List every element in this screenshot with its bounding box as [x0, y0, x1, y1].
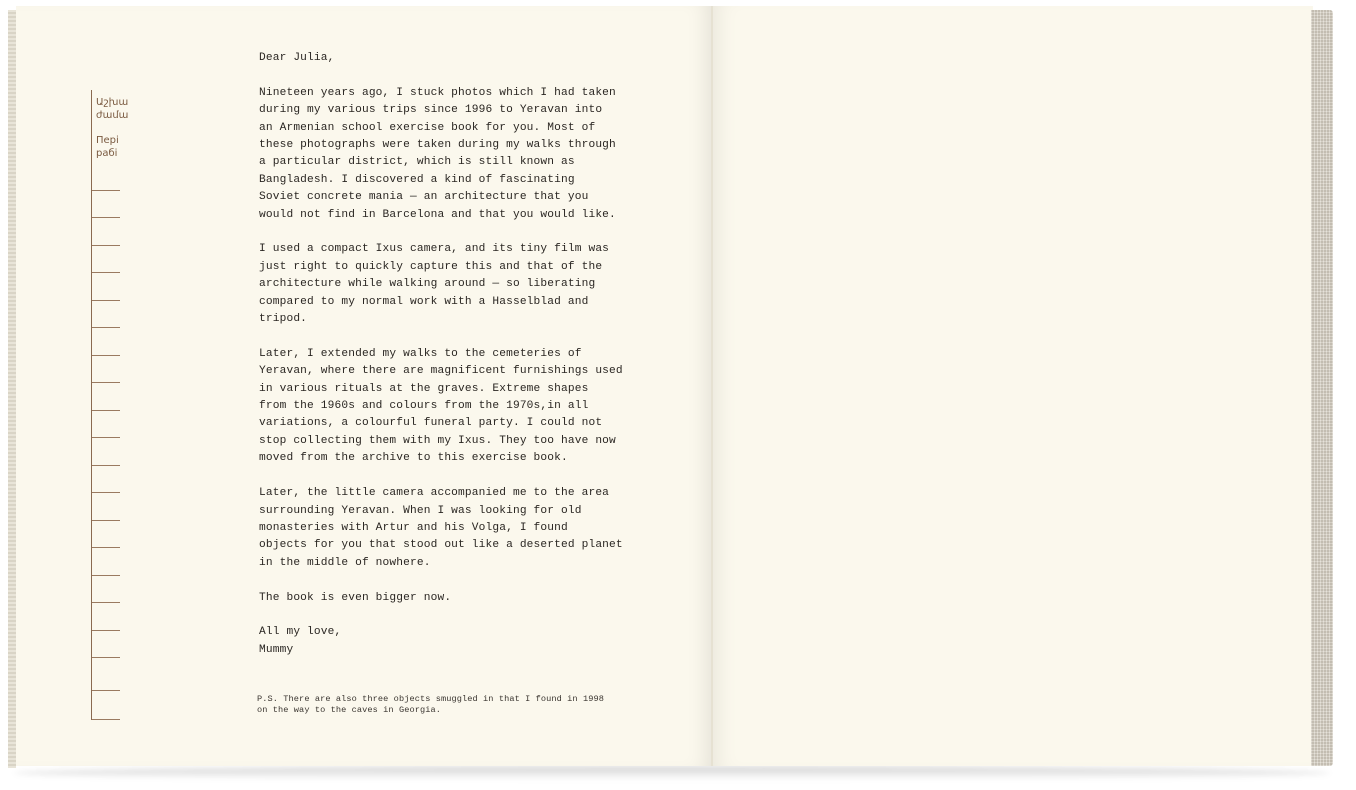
open-book — [8, 6, 1336, 770]
page-block-edge — [8, 10, 16, 768]
ruled-line — [92, 602, 120, 603]
ruled-line — [92, 272, 120, 273]
exercise-book-strip — [91, 90, 129, 720]
left-page — [16, 6, 712, 766]
letter-body — [259, 50, 649, 659]
ruled-line — [92, 217, 120, 218]
ruled-line — [92, 575, 120, 576]
strip-text-line: Աշխա — [96, 97, 129, 108]
ruled-line — [92, 657, 120, 658]
letter-paragraph: Nineteen years ago, I stuck photos which I had taken during my various trips since 1996 to Yeravan into an Armenian school exercise book for you. Most of these photographs were taken during my walks through a particular district, which is still known as Bangladesh. I discovered a kind of fascinating Soviet concrete mania — an architecture that you would not find in Barcelona and that you would like. — [259, 86, 616, 221]
strip-text-line: рабі — [96, 148, 118, 159]
ruled-line — [92, 719, 120, 720]
ruled-line — [92, 437, 120, 438]
ruled-line — [92, 190, 120, 191]
ruled-line — [92, 327, 120, 328]
strip-text-line: Пері — [96, 135, 119, 146]
letter-paragraph: The book is even bigger now. — [259, 591, 452, 604]
strip-text-line: ժամա — [96, 110, 129, 121]
letter-greeting: Dear Julia, — [259, 52, 335, 64]
ruled-line — [92, 300, 120, 301]
ruled-line — [92, 547, 120, 548]
letter-closing: All my love, Mummy — [259, 626, 342, 656]
letter-postscript: P.S. There are also three objects smuggled in that I found in 1998 on the way to the caves in Georgia. — [257, 694, 604, 715]
ruled-line — [92, 245, 120, 246]
ruled-line — [92, 355, 120, 356]
ruled-line — [92, 520, 120, 521]
letter-paragraph: Later, the little camera accompanied me to the area surrounding Yeravan. When I was looking for old monasteries with Artur and his Volga, I found objects for you that stood out like a deserted planet in the middle of nowhere. — [259, 487, 623, 569]
ruled-line — [92, 382, 120, 383]
right-page — [713, 6, 1313, 766]
ruled-line — [92, 410, 120, 411]
ruled-line — [92, 630, 120, 631]
ruled-line — [92, 492, 120, 493]
linen-cover-edge — [1311, 10, 1333, 766]
ruled-line — [92, 465, 120, 466]
ruled-line — [92, 690, 120, 691]
letter-paragraph: I used a compact Ixus camera, and its tiny film was just right to quickly capture this and that of the architecture while walking around — so liberating compared to my normal work with a Hasselblad and tripod. — [259, 243, 610, 326]
letter-paragraph: Later, I extended my walks to the cemeteries of Yeravan, where there are magnificent furnishings used in various rituals at the graves. Extreme shapes from the 1960s and colours from the 1970s,in all variations, a colourful funeral party. I could not stop collecting them with my Ixus. They too have now moved from the archive to this exercise book. — [259, 347, 623, 465]
